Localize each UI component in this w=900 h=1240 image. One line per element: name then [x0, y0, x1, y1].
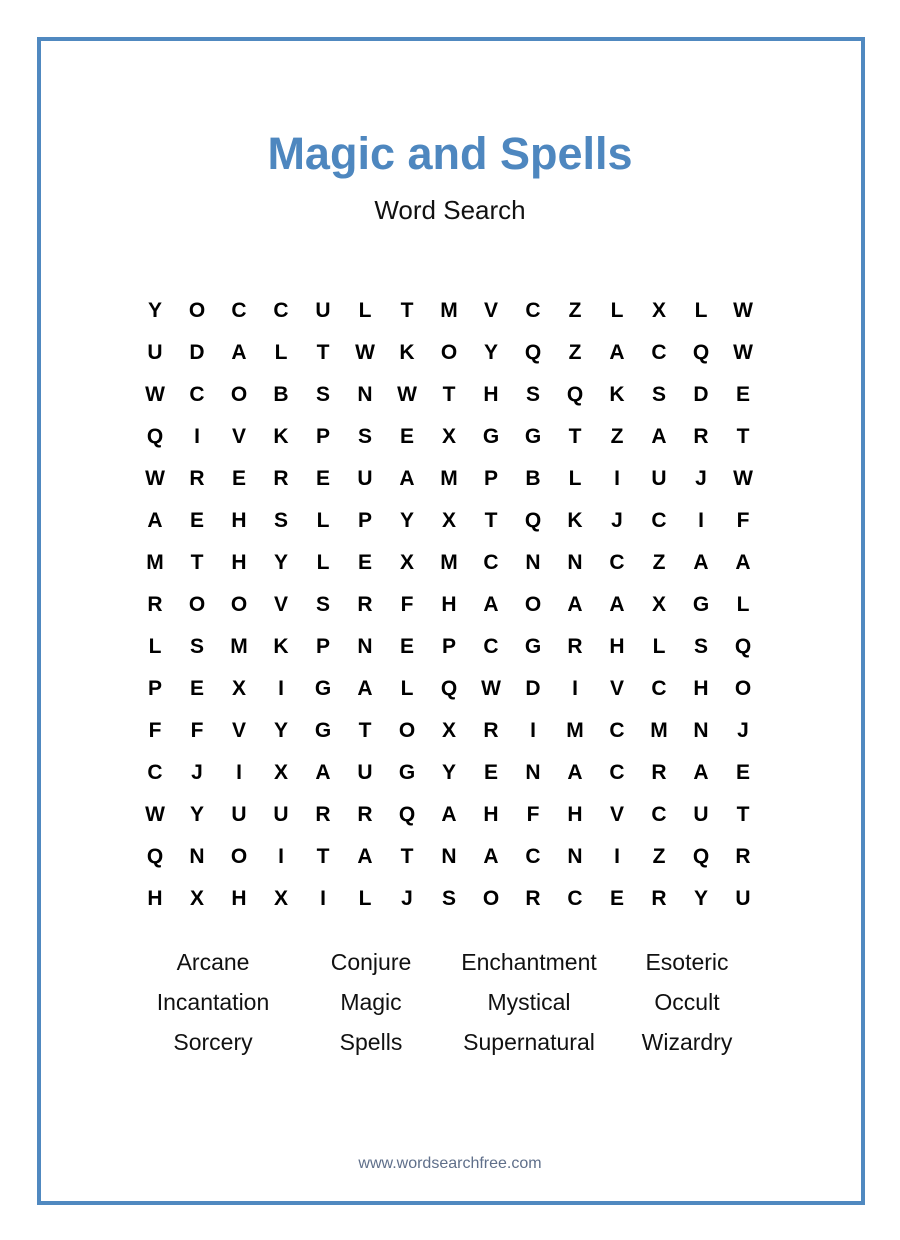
word-list-item: Wizardry	[641, 1028, 733, 1055]
grid-cell: T	[400, 845, 414, 868]
grid-cell: I	[530, 719, 536, 742]
grid-cell: A	[609, 593, 625, 616]
grid-cell: S	[273, 509, 288, 532]
grid-cell: W	[355, 341, 375, 364]
grid-cell: Y	[483, 341, 498, 364]
grid-cell: G	[524, 635, 542, 658]
grid-cell: T	[400, 299, 414, 322]
grid-cell: V	[231, 425, 246, 448]
word-list-item: Spells	[339, 1028, 403, 1055]
grid-cell: E	[189, 509, 204, 532]
grid-cell: R	[273, 467, 289, 490]
grid-cell: Y	[147, 299, 162, 322]
grid-cell: I	[194, 425, 200, 448]
grid-cell: L	[358, 299, 372, 322]
grid-cell: S	[357, 425, 372, 448]
grid-cell: N	[357, 383, 373, 406]
grid-cell: I	[614, 467, 620, 490]
grid-cell: O	[398, 719, 416, 742]
grid-cell: M	[230, 635, 248, 658]
grid-cell: A	[693, 761, 709, 784]
grid-cell: N	[693, 719, 709, 742]
word-list	[134, 942, 764, 1062]
grid-cell: N	[567, 845, 583, 868]
grid-cell: D	[525, 677, 541, 700]
grid-cell: U	[735, 887, 751, 910]
grid-cell: C	[525, 299, 541, 322]
grid-cell: N	[441, 845, 457, 868]
grid-cell: Q	[692, 341, 710, 364]
grid-cell: H	[231, 887, 247, 910]
grid-cell: K	[567, 509, 583, 532]
grid-cell: W	[397, 383, 417, 406]
word-list-item: Conjure	[330, 948, 412, 975]
grid-cell: W	[145, 803, 165, 826]
grid-cell: T	[484, 509, 498, 532]
grid-cell: H	[567, 803, 583, 826]
grid-cell: A	[357, 677, 373, 700]
grid-cell: C	[273, 299, 289, 322]
grid-cell: N	[525, 551, 541, 574]
grid-cell: P	[315, 425, 330, 448]
grid-cell: A	[147, 509, 163, 532]
grid-cell: F	[148, 719, 162, 742]
grid-cell: J	[737, 719, 749, 742]
grid-cell: O	[734, 677, 752, 700]
word-list-item: Supernatural	[463, 1028, 595, 1055]
grid-cell: O	[188, 593, 206, 616]
grid-cell: R	[147, 593, 163, 616]
grid-cell: U	[315, 299, 331, 322]
grid-cell: A	[231, 341, 247, 364]
grid-cell: F	[400, 593, 414, 616]
grid-cell: Q	[524, 509, 542, 532]
grid-cell: X	[441, 719, 456, 742]
grid-cell: C	[567, 887, 583, 910]
page-title: Magic and Spells	[267, 128, 633, 179]
grid-cell: S	[651, 383, 666, 406]
grid-cell: U	[693, 803, 709, 826]
grid-cell: H	[231, 509, 247, 532]
grid-cell: C	[609, 761, 625, 784]
grid-cell: C	[483, 551, 499, 574]
grid-cell: Z	[652, 845, 666, 868]
grid-cell: J	[611, 509, 623, 532]
grid-cell: M	[566, 719, 584, 742]
grid-cell: N	[525, 761, 541, 784]
word-list-item: Occult	[654, 988, 720, 1015]
grid-cell: O	[230, 593, 248, 616]
grid-cell: K	[399, 341, 415, 364]
grid-cell: O	[524, 593, 542, 616]
word-list-item: Mystical	[487, 988, 571, 1015]
grid-cell: S	[693, 635, 708, 658]
letter-grid	[134, 290, 764, 920]
grid-cell: N	[357, 635, 373, 658]
grid-cell: U	[231, 803, 247, 826]
grid-cell: P	[441, 635, 456, 658]
grid-cell: R	[189, 467, 205, 490]
grid-cell: R	[567, 635, 583, 658]
grid-cell: U	[651, 467, 667, 490]
grid-cell: P	[357, 509, 372, 532]
grid-cell: F	[736, 509, 750, 532]
grid-cell: E	[399, 635, 414, 658]
grid-cell: E	[399, 425, 414, 448]
grid-cell: E	[357, 551, 372, 574]
grid-cell: W	[733, 467, 753, 490]
grid-cell: A	[399, 467, 415, 490]
grid-cell: A	[357, 845, 373, 868]
grid-cell: X	[399, 551, 414, 574]
grid-cell: T	[568, 425, 582, 448]
grid-cell: R	[651, 887, 667, 910]
grid-cell: P	[315, 635, 330, 658]
word-list-item: Arcane	[176, 948, 250, 975]
grid-cell: G	[314, 677, 332, 700]
grid-cell: I	[320, 887, 326, 910]
grid-cell: O	[188, 299, 206, 322]
grid-cell: X	[441, 509, 456, 532]
grid-cell: E	[735, 761, 750, 784]
word-list-item: Enchantment	[461, 948, 597, 975]
grid-cell: U	[147, 341, 163, 364]
grid-cell: R	[357, 803, 373, 826]
grid-cell: T	[316, 341, 330, 364]
grid-cell: A	[315, 761, 331, 784]
grid-cell: C	[609, 719, 625, 742]
grid-cell: V	[609, 677, 624, 700]
grid-cell: S	[441, 887, 456, 910]
grid-cell: W	[481, 677, 501, 700]
grid-cell: R	[693, 425, 709, 448]
grid-cell: J	[695, 467, 707, 490]
grid-cell: X	[651, 299, 666, 322]
grid-cell: K	[273, 425, 289, 448]
grid-cell: O	[440, 341, 458, 364]
grid-cell: E	[609, 887, 624, 910]
grid-cell: H	[441, 593, 457, 616]
grid-cell: G	[482, 425, 500, 448]
word-list-item: Magic	[340, 988, 402, 1015]
grid-cell: N	[189, 845, 205, 868]
grid-cell: O	[230, 845, 248, 868]
grid-cell: Y	[399, 509, 414, 532]
grid-cell: B	[525, 467, 541, 490]
grid-cell: I	[572, 677, 578, 700]
grid-cell: E	[735, 383, 750, 406]
grid-cell: T	[316, 845, 330, 868]
grid-cell: R	[483, 719, 499, 742]
grid-cell: Q	[524, 341, 542, 364]
grid-cell: I	[278, 845, 284, 868]
grid-cell: A	[651, 425, 667, 448]
grid-cell: C	[525, 845, 541, 868]
grid-cell: Q	[440, 677, 458, 700]
grid-cell: Y	[441, 761, 456, 784]
grid-cell: T	[190, 551, 204, 574]
grid-cell: S	[189, 635, 204, 658]
grid-cell: Y	[273, 719, 288, 742]
grid-cell: L	[316, 551, 330, 574]
grid-cell: E	[189, 677, 204, 700]
grid-cell: A	[693, 551, 709, 574]
grid-cell: K	[273, 635, 289, 658]
grid-cell: H	[483, 803, 499, 826]
grid-cell: P	[483, 467, 498, 490]
grid-cell: Q	[146, 845, 164, 868]
grid-cell: P	[147, 677, 162, 700]
grid-cell: H	[231, 551, 247, 574]
grid-cell: Y	[693, 887, 708, 910]
grid-cell: L	[358, 887, 372, 910]
grid-cell: M	[440, 467, 458, 490]
grid-cell: C	[231, 299, 247, 322]
grid-cell: O	[482, 887, 500, 910]
grid-cell: E	[315, 467, 330, 490]
grid-cell: G	[524, 425, 542, 448]
grid-cell: R	[357, 593, 373, 616]
grid-cell: A	[609, 341, 625, 364]
grid-cell: W	[733, 299, 753, 322]
grid-cell: S	[525, 383, 540, 406]
grid-cell: A	[735, 551, 751, 574]
grid-cell: X	[231, 677, 246, 700]
grid-cell: Q	[734, 635, 752, 658]
word-list-item: Esoteric	[645, 948, 729, 975]
grid-cell: C	[609, 551, 625, 574]
grid-cell: C	[483, 635, 499, 658]
grid-cell: Z	[610, 425, 624, 448]
word-list-item: Sorcery	[173, 1028, 253, 1055]
grid-cell: V	[231, 719, 246, 742]
grid-cell: Z	[568, 299, 582, 322]
grid-cell: F	[190, 719, 204, 742]
grid-cell: A	[483, 593, 499, 616]
grid-cell: I	[698, 509, 704, 532]
grid-cell: D	[693, 383, 709, 406]
grid-cell: Q	[566, 383, 584, 406]
grid-cell: C	[189, 383, 205, 406]
grid-cell: G	[692, 593, 710, 616]
grid-cell: L	[316, 509, 330, 532]
grid-cell: W	[145, 467, 165, 490]
word-list-item: Incantation	[156, 988, 270, 1015]
grid-cell: X	[273, 761, 288, 784]
grid-cell: I	[278, 677, 284, 700]
grid-cell: L	[652, 635, 666, 658]
grid-cell: C	[651, 509, 667, 532]
grid-cell: L	[274, 341, 288, 364]
grid-cell: G	[398, 761, 416, 784]
grid-cell: J	[401, 887, 413, 910]
grid-cell: Y	[189, 803, 204, 826]
grid-cell: M	[440, 551, 458, 574]
grid-cell: S	[315, 383, 330, 406]
grid-cell: A	[567, 593, 583, 616]
grid-cell: L	[400, 677, 414, 700]
grid-cell: Z	[652, 551, 666, 574]
footer-url: www.wordsearchfree.com	[358, 1155, 542, 1172]
grid-cell: R	[651, 761, 667, 784]
grid-cell: F	[526, 803, 540, 826]
grid-cell: Q	[398, 803, 416, 826]
grid-cell: V	[609, 803, 624, 826]
grid-cell: L	[694, 299, 708, 322]
grid-cell: I	[236, 761, 242, 784]
grid-cell: R	[735, 845, 751, 868]
grid-cell: E	[483, 761, 498, 784]
grid-cell: N	[567, 551, 583, 574]
grid-cell: U	[273, 803, 289, 826]
grid-cell: O	[230, 383, 248, 406]
grid-cell: R	[525, 887, 541, 910]
grid-cell: H	[609, 635, 625, 658]
grid-cell: M	[650, 719, 668, 742]
grid-cell: S	[315, 593, 330, 616]
grid-cell: V	[483, 299, 498, 322]
grid-cell: X	[189, 887, 204, 910]
grid-cell: E	[231, 467, 246, 490]
grid-cell: T	[736, 803, 750, 826]
grid-cell: T	[358, 719, 372, 742]
grid-cell: U	[357, 761, 373, 784]
grid-cell: K	[609, 383, 625, 406]
grid-cell: C	[651, 803, 667, 826]
page-subtitle: Word Search	[374, 195, 526, 225]
grid-cell: A	[441, 803, 457, 826]
grid-cell: U	[357, 467, 373, 490]
grid-cell: V	[273, 593, 288, 616]
grid-cell: Y	[273, 551, 288, 574]
grid-cell: I	[614, 845, 620, 868]
grid-cell: R	[315, 803, 331, 826]
grid-cell: J	[191, 761, 203, 784]
grid-cell: A	[567, 761, 583, 784]
grid-cell: C	[147, 761, 163, 784]
grid-cell: Z	[568, 341, 582, 364]
grid-cell: C	[651, 341, 667, 364]
grid-cell: M	[440, 299, 458, 322]
grid-cell: G	[314, 719, 332, 742]
grid-cell: A	[483, 845, 499, 868]
grid-cell: H	[693, 677, 709, 700]
grid-cell: D	[189, 341, 205, 364]
grid-cell: W	[145, 383, 165, 406]
grid-cell: H	[483, 383, 499, 406]
grid-cell: X	[441, 425, 456, 448]
grid-cell: L	[736, 593, 750, 616]
grid-cell: H	[147, 887, 163, 910]
grid-cell: W	[733, 341, 753, 364]
grid-cell: X	[273, 887, 288, 910]
grid-cell: M	[146, 551, 164, 574]
grid-cell: B	[273, 383, 289, 406]
grid-cell: L	[610, 299, 624, 322]
grid-cell: Q	[692, 845, 710, 868]
grid-cell: Q	[146, 425, 164, 448]
grid-cell: L	[568, 467, 582, 490]
grid-cell: T	[442, 383, 456, 406]
grid-cell: L	[148, 635, 162, 658]
grid-cell: T	[736, 425, 750, 448]
grid-cell: C	[651, 677, 667, 700]
grid-cell: X	[651, 593, 666, 616]
